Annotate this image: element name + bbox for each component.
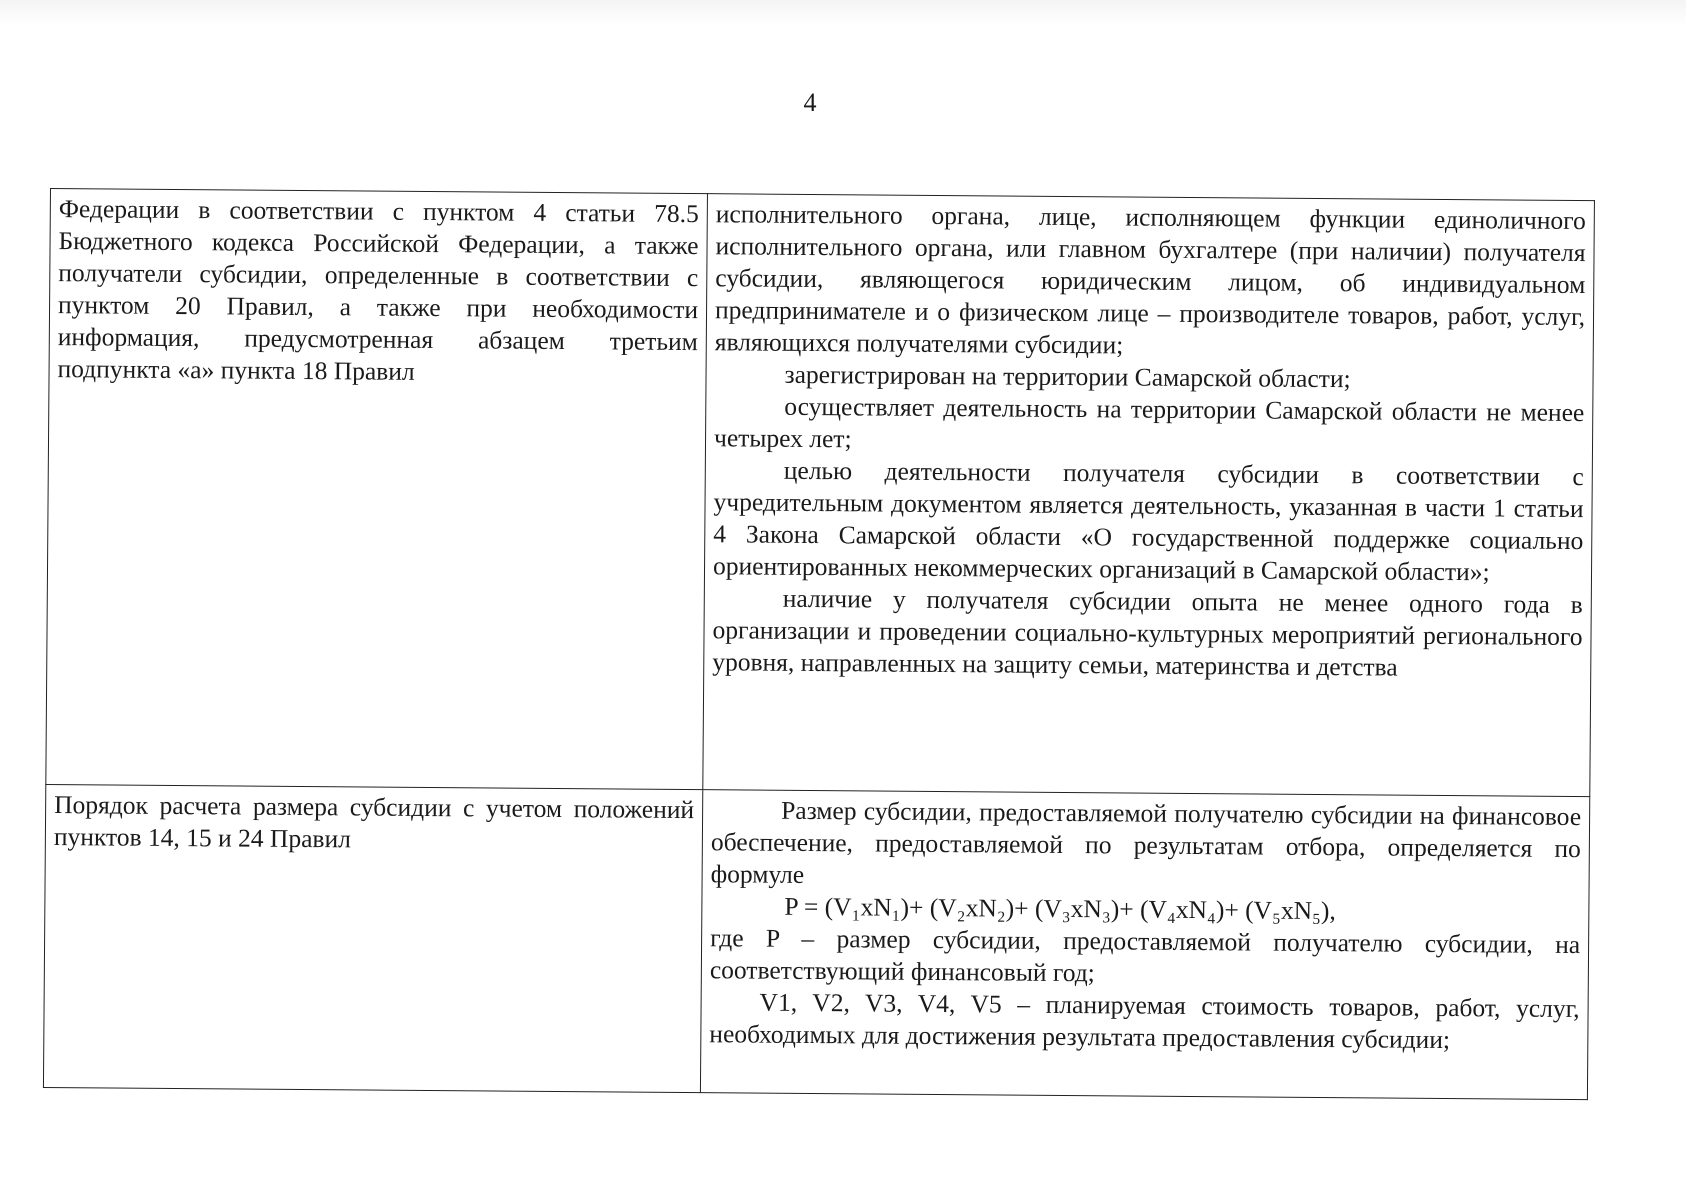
regulation-table bbox=[43, 188, 1595, 1100]
cell-paragraph: целью деятельности получателя субсидии в соответствии с учредительным документом является деятельность, указанная в части 1 статьи 4 Закона Самарской области «О государственной поддержке социально ориентированных некоммерческих организаций в Самарской области»; bbox=[712, 455, 1584, 587]
table-row bbox=[43, 784, 1589, 1099]
cell-paragraph: наличие у получателя субсидии опыта не менее одного года в организации и проведении социально-культурных мероприятий регионального уровня, направленных на защиту семьи, материнства и детства bbox=[712, 583, 1583, 682]
cell-paragraph: где P – размер субсидии, предоставляемой получателю субсидии, на соответствующий финансовый год; bbox=[709, 923, 1581, 988]
table-cell-right bbox=[703, 194, 1595, 797]
table-cell-left bbox=[46, 189, 708, 790]
cell-paragraph: зарегистрирован на территории Самарской области; bbox=[784, 359, 1351, 394]
table-cell-left bbox=[43, 784, 702, 1092]
table-cell-right bbox=[700, 790, 1589, 1100]
page-number: 4 bbox=[803, 88, 817, 117]
cell-paragraph: осуществляет деятельность на территории Самарской области не менее четырех лет; bbox=[713, 391, 1585, 454]
cell-paragraph: V1, V2, V3, V4, V5 – планируемая стоимость товаров, работ, услуг, необходимых для достижения результата предоставления субсидии; bbox=[709, 987, 1580, 1055]
cell-text: Порядок расчета размера субсидии с учетом положений пунктов 14, 15 и 24 Правил bbox=[53, 790, 695, 854]
cell-text: Федерации в соответствии с пунктом 4 статьи 78.5 Бюджетного кодекса Российской Федерации, а также получатели субсидии, определенные в соответствии с пунктом 20 Правил, а также при необходимости информация, предусмотренная абзацем третьим подпункта «а» пункта 18 Правил bbox=[57, 194, 699, 386]
subsidy-formula: P = (V₁xN₁)+ (V₂xN₂)+ (V₃xN₃)+ (V₄xN₄)+ (V₅xN₅), bbox=[784, 891, 1336, 926]
cell-paragraph: Размер субсидии, предоставляемой получателю субсидии на финансовое обеспечение, предоставляемой по результатам отбора, определяется по формуле bbox=[710, 795, 1582, 889]
scan-top-edge bbox=[0, 0, 1686, 26]
table-row bbox=[46, 189, 1595, 797]
cell-paragraph: исполнительного органа, лице, исполняющем функции единоличного исполнительного органа, или главном бухгалтере (при наличии) получателя субсидии, являющегося юридическим лицом, об индивидуальном предпринимателе и о физическом лице – производителе товаров, работ, услуг, являющихся получателями субсидии; bbox=[714, 199, 1586, 360]
